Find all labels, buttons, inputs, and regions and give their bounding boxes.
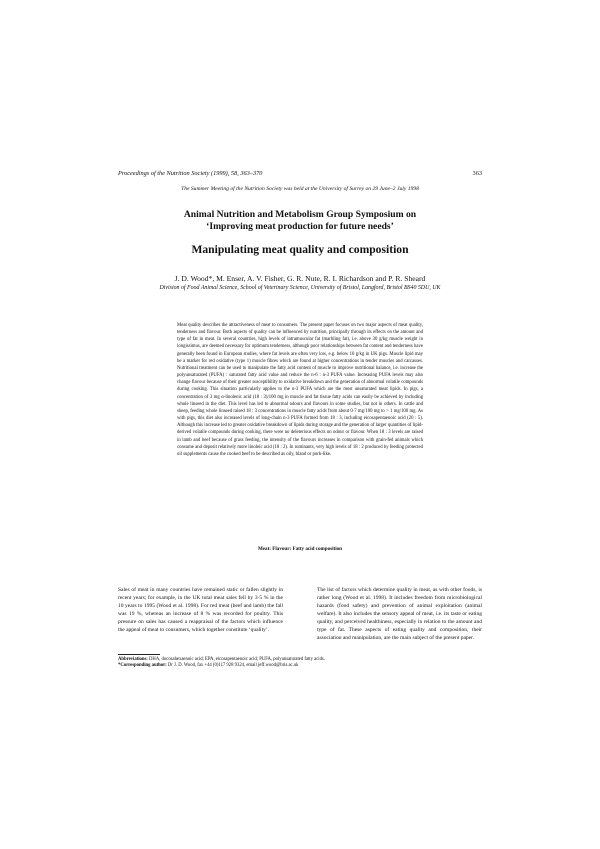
abbreviations-label: Abbreviations: — [118, 657, 148, 662]
page-number: 363 — [472, 170, 482, 177]
symposium-title-line2: ‘Improving meat production for future needs’ — [206, 221, 394, 232]
symposium-title — [118, 209, 482, 233]
body-column-right: The list of factors which determine quality in meat, as with other foods, is rather long (Wood et al. 1998). It includes freedom from microbiological hazards (food safety) and prevention of animal exploitation (animal welfare). It also includes the sensory appeal of meat, i.e. its taste or eating quality, and perceived healthiness, especially in relation to the amount and type of fat. These aspects of eating quality and composition, their association and manipulation, are the main subject of the present paper. — [317, 587, 482, 641]
body-column-left: Sales of meat in many countries have remained static or fallen slightly in recent years; for example, in the UK total meat sales fell by 3·5 % in the 10 years to 1995 (Wood et al. 1998). For red meat (beef and lamb) the fall was 19 %, whereas an increase of 8 % was recorded for poultry. This pressure on sales has caused a reappraisal of the factors which influence the appeal of meat to consumers, which together constitute ‘quality’. — [118, 587, 283, 633]
author-affiliation: Division of Food Animal Science, School of Veterinary Science, University of Bristol, Langford, Bristol BS40 5DU, UK — [159, 285, 441, 291]
corresponding-author-label: *Corresponding author: — [118, 663, 167, 668]
article-title: Manipulating meat quality and composition — [191, 243, 409, 256]
corresponding-author-text: Dr J. D. Wood, fax +44 (0)117 928 9324, email jeff.wood@bris.ac.uk — [167, 663, 299, 668]
symposium-title-line1: Animal Nutrition and Metabolism Group Symposium on — [183, 209, 417, 220]
author-list: J. D. Wood*, M. Enser, A. V. Fisher, G. R. Nute, R. I. Richardson and P. R. Sheard — [174, 274, 426, 283]
running-head — [118, 170, 482, 178]
meeting-note: The Summer Meeting of the Nutrition Society was held at the University of Surrey on 29 June–2 July 1998 — [181, 186, 419, 192]
footnote-divider — [118, 654, 160, 655]
keywords: Meat: Flavour: Fatty acid composition — [257, 546, 343, 552]
abstract: Meat quality describes the attractiveness of meat to consumers. The present paper focuses on two major aspects of meat quality, tenderness and flavour. Both aspects of quality can be influenced by nutrition, principally through its effects on the amount and type of fat in meat. In several countries, high levels of intramuscular fat (marbling fat), i.e. above 30 g/kg muscle weight in longissimus, are deemed necessary for optimum tenderness, although poor relationships between fat content and tenderness have generally been found in European studies, where fat levels are often very low, e.g. below 10 g/kg in UK pigs. Muscle lipid may be a marker for red oxidative (type 1) muscle fibres which are found at higher concentrations in tender muscles and carcasses. Nutritional treatment can be used to manipulate the fatty acid content of muscle to improve nutritional balance, i.e. increase the polyunsaturated (PUFA) : saturated fatty acid value and reduce the n-6 : n-3 PUFA value. Increasing PUFA levels may also change flavour because of their greater susceptibility to oxidative breakdown and the generation of abnormal volatile compounds during cooking. This situation particularly applies to the n-3 PUFA which are the most unsaturated meat lipids. In pigs, a concentration of 3 mg α-linolenic acid (18 : 3)/100 mg in muscle and fat tissue fatty acids can easily be achieved by including whole linseed in the diet. This level has led to abnormal odours and flavours in some studies, but not in others. In cattle and sheep, feeding whole linseed raised 18 : 3 concentrations in muscle fatty acids from about 0·7 mg/100 mg to > 1 mg/100 mg. As with pigs, this diet also increased levels of long-chain n-3 PUFA formed from 18 : 3, including eicosapentaenoic acid (20 : 5). Although this increase led to greater oxidative breakdown of lipids during storage and the generation of larger quantities of lipid-derived volatile compounds during cooking, there were no deleterious effects on odour or flavour. When 18 : 3 levels are raised in lamb and beef because of grass feeding, the intensity of the flavours increases in comparison with grain-fed animals which consume and deposit relatively more linoleic acid (18 : 2). In ruminants, very high levels of 18 : 2 produced by feeding protected oil supplements cause the cooked beef to be described as oily, bland or pork-like. — [177, 323, 423, 457]
abbreviations-text: DHA, docosahexaenoic acid; EPA, eicosapentaenoic acid; PUFA, polyunsaturated fatty acids. — [149, 657, 325, 662]
footnotes — [118, 657, 482, 669]
corresponding-author-footnote — [118, 663, 482, 669]
journal-citation: Proceedings of the Nutrition Society (1999), 58, 363–370 — [118, 170, 263, 177]
